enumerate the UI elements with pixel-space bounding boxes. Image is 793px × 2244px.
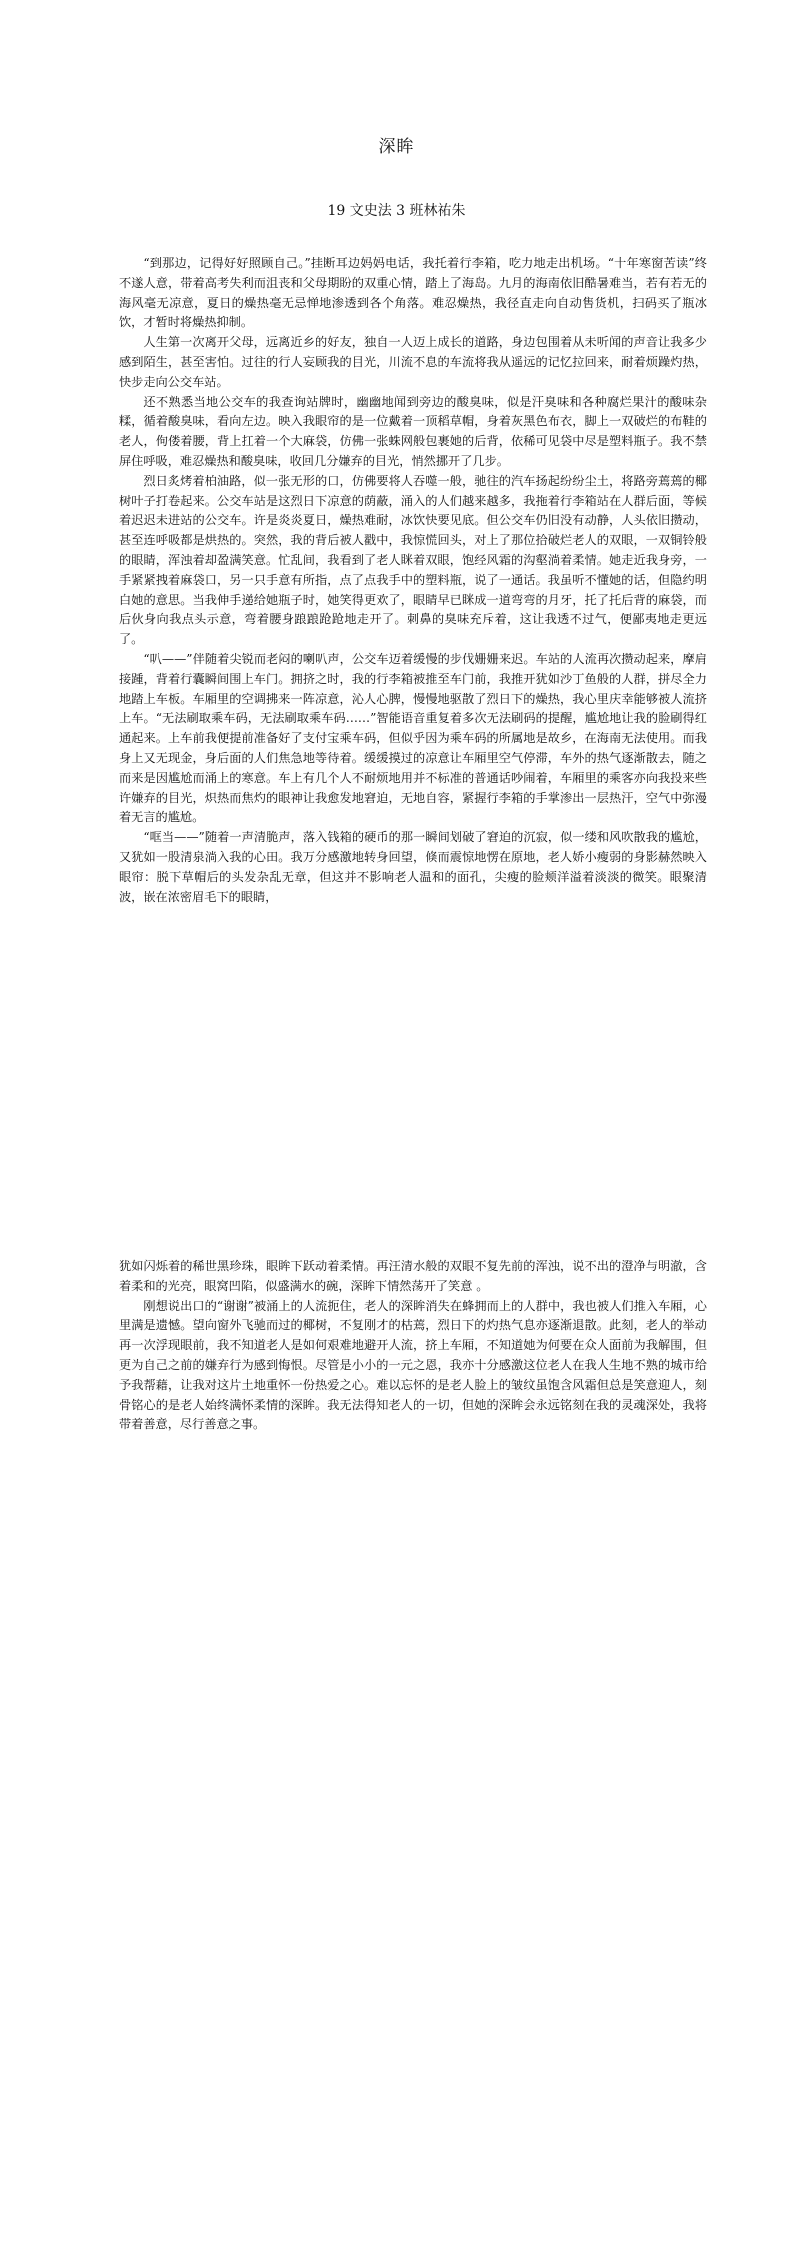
- paragraph-continued: 犹如闪烁着的稀世黑珍珠，眼眸下跃动着柔情。再汪清水般的双眼不复先前的浑浊，说不出的澄净与明澈，含着柔和的光亮，眼窝凹陷，似盛满水的碗，深眸下情然荡开了笑意 。: [119, 1259, 707, 1293]
- author-line: 19 文史法 3 班林祐朱: [327, 203, 466, 219]
- paragraph: 还不熟悉当地公交车的我查询站牌时，幽幽地闻到旁边的酸臭味，似是汗臭味和各种腐烂果汁的酸味杂糅，循着酸臭味，看向左边。映入我眼帘的是一位戴着一顶稻草帽，身着灰黑色布衣，脚上一双破烂的布鞋的老人，佝偻着腰，背上扛着一个大麻袋，仿佛一张蛛网般包裹她的后背，依稀可见袋中尽是塑料瓶子。我不禁屏住呼吸，难忍燥热和酸臭味，收回几分嫌弃的目光，悄然挪开了几步。: [119, 394, 707, 468]
- paragraph: “哐当——”随着一声清脆声，落入钱箱的硬币的那一瞬间划破了窘迫的沉寂，似一缕和风吹散我的尴尬，又犹如一股清泉淌入我的心田。我万分感激地转身回望，倏而震惊地愣在原地，老人娇小瘦弱的身影赫然映入眼帘：脱下草帽后的头发杂乱无章，但这并不影响老人温和的面孔，尖瘦的脸颊洋溢着淡淡的微笑。眼聚清波，嵌在浓密眉毛下的眼睛，: [119, 830, 707, 904]
- page-title: 深眸: [378, 137, 415, 157]
- paragraph: 刚想说出口的“谢谢”被涌上的人流扼住，老人的深眸消失在蜂拥而上的人群中，我也被人们推入车厢，心里满是遗憾。望向窗外飞驰而过的椰树，不复刚才的枯蔫，烈日下的灼热气息亦逐渐退散。此刻，老人的举动再一次浮现眼前，我不知道老人是如何艰难地避开人流，挤上车厢，不知道她为何要在众人面前为我解围，但更为自己之前的嫌弃行为感到悔恨。尽管是小小的一元之恩，我亦十分感激这位老人在我人生地不熟的城市给予我帮藉，让我对这片土地重怀一份热爱之心。难以忘怀的是老人脸上的皱纹虽饱含风霜但总是笑意迎人，刻骨铭心的是老人始终满怀柔情的深眸。我无法得知老人的一切，但她的深眸会永远铭刻在我的灵魂深处，我将带着善意，尽行善意之事。: [119, 1298, 707, 1432]
- paragraph: “到那边，记得好好照顾自己。”挂断耳边妈妈电话，我托着行李箱，吃力地走出机场。“十年寒窗苦读”终不遂人意，带着高考失利而沮丧和父母期盼的双重心情，踏上了海岛。九月的海南依旧酷暑难当，若有若无的海风毫无凉意，夏日的燥热毫无忌惮地渗透到各个角落。难忍燥热，我径直走向自动售货机，扫码买了瓶冰饮，才暂时将燥热抑制。: [119, 256, 707, 330]
- paragraph: “叭——”伴随着尖锐而老闷的喇叭声，公交车迈着缓慢的步伐姗姗来迟。车站的人流再次攒动起来，摩肩接踵，背着行囊瞬间围上车门。拥挤之时，我的行李箱被推至车门前，我推开犹如沙丁鱼般的人群，拼尽全力地踏上车板。车厢里的空调拂来一阵凉意，沁人心脾，慢慢地驱散了烈日下的燥热，我心里庆幸能够被人流挤上车。“无法刷取乘车码，无法刷取乘车码……”智能语音重复着多次无法刷码的提醒，尴尬地让我的脸刷得红通起来。上车前我便提前准备好了支付宝乘车码，但似乎因为乘车码的所属地是故乡，在海南无法使用。而我身上又无现金，身后面的人们焦急地等待着。缓缓摸过的凉意让车厢里空气停滞，车外的热气逐渐散去，随之而来是因尴尬而涌上的寒意。车上有几个人不耐烦地用并不标准的普通话吵闹着，车厢里的乘客亦向我投来些许嫌弃的目光，炽热而焦灼的眼神让我愈发地窘迫，无地自容，紧握行李箱的手掌渗出一层热汗，空气中弥漫着无言的尴尬。: [119, 651, 707, 825]
- paragraph: 人生第一次离开父母，远离近乡的好友，独自一人迈上成长的道路，身边包围着从未听闻的声音让我多少感到陌生，甚至害怕。过往的行人妄顾我的目光，川流不息的车流将我从遥远的记忆拉回来，耐着烦躁灼热，快步走向公交车站。: [119, 335, 707, 389]
- body-text-part1: [119, 254, 707, 907]
- body-text-part2: [119, 1257, 707, 1435]
- paragraph: 烈日炙烤着柏油路，似一张无形的口，仿佛要将人吞噬一般，驰往的汽车扬起纷纷尘土，将路旁蔫蔫的椰树叶子打卷起来。公交车站是这烈日下凉意的荫蔽，涌入的人们越来越多，我拖着行李箱站在人群后面，等候着迟迟未进站的公交车。许是炎炎夏日，燥热难耐，冰饮快要见底。但公交车仍旧没有动静，人头依旧攒动，甚至连呼吸都是烘热的。突然，我的背后被人戳中，我惊慌回头，对上了那位拾破烂老人的双眼，一双铜铃般的眼睛，浑浊着却盈满笑意。忙乱间，我看到了老人眯着双眼，饱经风霜的沟壑淌着柔情。她走近我身旁，一手紧紧拽着麻袋口，另一只手意有所指，点了点我手中的塑料瓶，说了一通话。我虽听不懂她的话，但隐约明白她的意思。当我伸手递给她瓶子时，她笑得更欢了，眼睛早已眯成一道弯弯的月牙，托了托后背的麻袋，而后伙身向我点头示意，弯着腰身踉踉跄跄地走开了。刺鼻的臭味充斥着，这让我透不过气，便鄙夷地走更远了。: [119, 473, 707, 647]
